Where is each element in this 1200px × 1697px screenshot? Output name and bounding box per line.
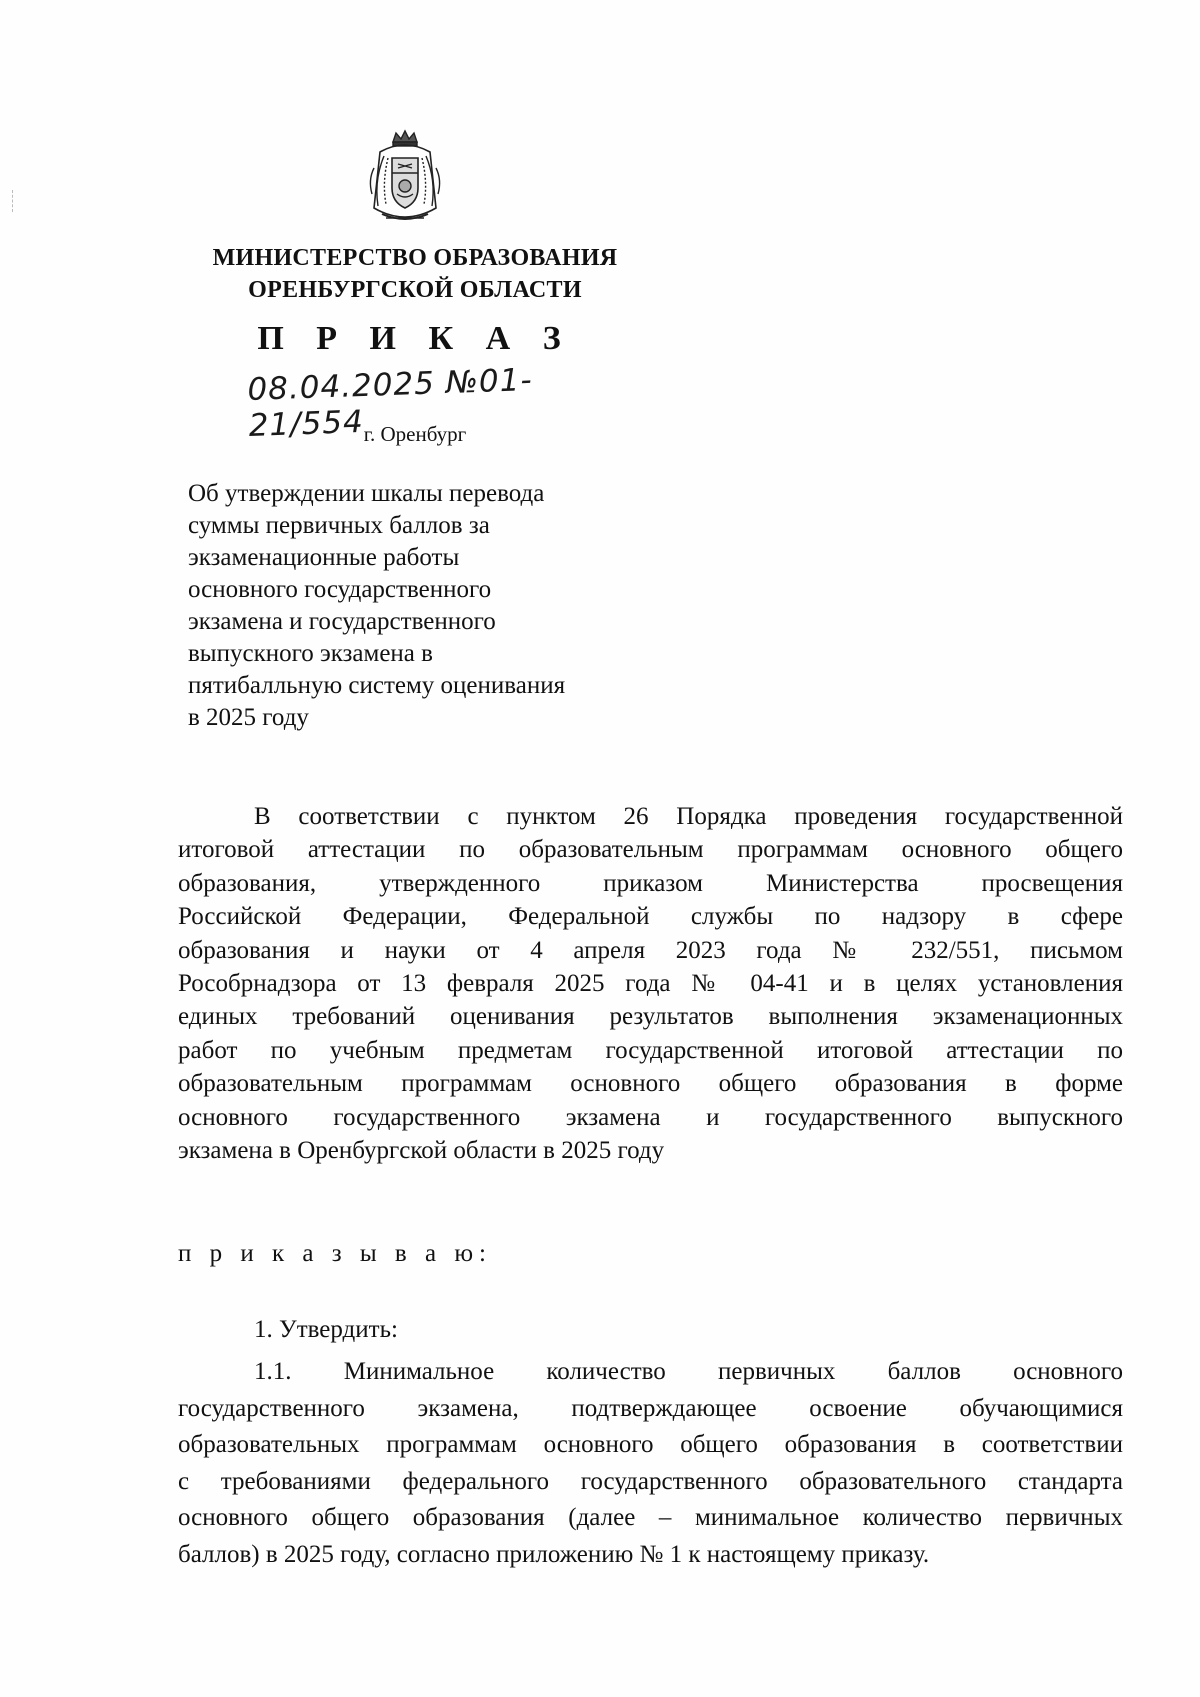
preamble-line: Рособрнадзора от 13 февраля 2025 года № 04-41 и в целях установления bbox=[178, 970, 1123, 998]
item-1-1-line: баллов) в 2025 году, согласно приложению № 1 к настоящему приказу. bbox=[178, 1540, 930, 1568]
subject-line: экзамена и государственного bbox=[188, 608, 496, 635]
preamble-line: основного государственного экзамена и государственного выпускного bbox=[178, 1103, 1123, 1131]
scan-margin-mark bbox=[12, 190, 14, 212]
item-1-1-line: 1.1. Минимальное количество первичных баллов основного bbox=[254, 1358, 1123, 1385]
coat-of-arms-icon bbox=[360, 128, 450, 228]
item-1-1-paragraph bbox=[178, 1354, 1123, 1573]
ministry-name bbox=[180, 242, 650, 306]
subject-line: выпускного экзамена в bbox=[188, 640, 433, 667]
subject-line: суммы первичных баллов за bbox=[188, 512, 490, 539]
document-type-title: П Р И К А З bbox=[257, 320, 573, 357]
preamble-paragraph bbox=[178, 800, 1123, 1167]
subject-line: в 2025 году bbox=[188, 704, 309, 731]
preamble-line: Российской Федерации, Федеральной службы по надзору в сфере bbox=[178, 903, 1123, 931]
subject-line: пятибалльную систему оценивания bbox=[188, 672, 566, 699]
item-1-1-line: образовательных программам основного общего образования в соответствии bbox=[178, 1431, 1123, 1458]
ministry-line-2: ОРЕНБУРГСКОЙ ОБЛАСТИ bbox=[248, 277, 582, 303]
subject-block bbox=[188, 478, 628, 734]
preamble-line: образования, утвержденного приказом Министерства просвещения bbox=[178, 869, 1123, 897]
preamble-line: итоговой аттестации по образовательным программам основного общего bbox=[178, 836, 1123, 864]
decree-word: п р и к а з ы в а ю: bbox=[178, 1240, 492, 1267]
item-1-1-line: с требованиями федерального государственного образовательного стандарта bbox=[178, 1467, 1123, 1495]
preamble-line: образования и науки от 4 апреля 2023 года № 232/551, письмом bbox=[178, 936, 1123, 964]
preamble-line: образовательным программам основного общего образования в форме bbox=[178, 1070, 1123, 1098]
preamble-line: единых требований оценивания результатов выполнения экзаменационных bbox=[178, 1003, 1123, 1031]
subject-line: экзаменационные работы bbox=[188, 544, 460, 571]
subject-line: Об утверждении шкалы перевода bbox=[188, 480, 545, 507]
city-name: г. Оренбург bbox=[363, 422, 467, 446]
item-1-1-line: основного общего образования (далее – минимальное количество первичных bbox=[178, 1504, 1123, 1531]
item-1-heading: 1. Утвердить: bbox=[254, 1316, 398, 1343]
item-1-1-line: государственного экзамена, подтверждающее освоение обучающимися bbox=[178, 1394, 1123, 1422]
handwritten-date-number-main: 08.04.2025 №01-21/ bbox=[246, 362, 534, 444]
preamble-line: работ по учебным предметам государственной итоговой аттестации по bbox=[178, 1036, 1123, 1064]
preamble-line: экзамена в Оренбургской области в 2025 году bbox=[178, 1137, 665, 1165]
handwritten-number-tail: 554 bbox=[300, 403, 365, 443]
preamble-line: В соответствии с пунктом 26 Порядка проведения государственной bbox=[254, 803, 1123, 830]
subject-line: основного государственного bbox=[188, 576, 492, 603]
ministry-line-1: МИНИСТЕРСТВО ОБРАЗОВАНИЯ bbox=[212, 245, 618, 271]
